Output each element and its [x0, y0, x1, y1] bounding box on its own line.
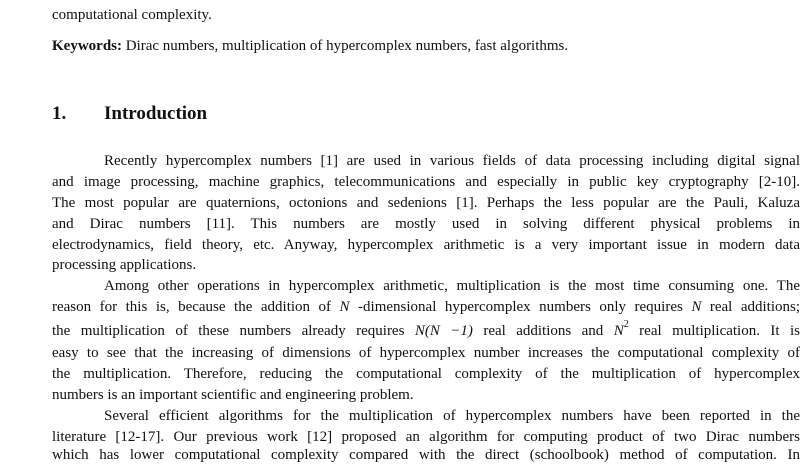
keywords-line: [52, 37, 800, 55]
paragraph-line: which has lower computational complexity compared with the direct (schoolbook) method of computation. In: [52, 447, 800, 463]
text: reason for this is, because the addition of: [52, 299, 340, 315]
paragraph-line: and image processing, machine graphics, telecommunications and especially in public key cryptography [2-10].: [52, 174, 800, 190]
text: the multiplication of these numbers already requires: [52, 323, 415, 339]
text: real additions;: [701, 299, 800, 315]
keywords-label: Keywords:: [52, 38, 122, 54]
paragraph-line: Several efficient algorithms for the multiplication of hypercomplex numbers have been reported in the: [104, 408, 800, 424]
paragraph-line: Recently hypercomplex numbers [1] are used in various fields of data processing including digital signal: [104, 153, 800, 169]
section-title: Introduction: [104, 103, 208, 124]
paragraph-line: easy to see that the increasing of dimensions of hypercomplex number increases the computational complexity of: [52, 345, 800, 361]
paragraph-line: [52, 319, 800, 340]
section-number: 1.: [52, 103, 67, 124]
math-n: N: [691, 299, 702, 315]
paragraph-line: and Dirac numbers [11]. This numbers are mostly used in solving different physical problems in: [52, 216, 800, 232]
section-heading: [52, 103, 207, 125]
paragraph-line: electrodynamics, field theory, etc. Anyway, hypercomplex arithmetic is a very important issue in modern data: [52, 237, 800, 253]
paragraph-line: [52, 298, 800, 316]
paragraph-line: processing applications.: [52, 257, 197, 273]
paragraph-line: literature [12-17]. Our previous work [12] proposed an algorithm for computing product of two Dirac numbers: [52, 429, 800, 445]
paragraph-line: Among other operations in hypercomplex arithmetic, multiplication is the most time consuming one. The: [104, 278, 800, 294]
math-expression: N(N −1): [414, 323, 473, 339]
text: real additions and: [472, 323, 614, 339]
math-n: N: [613, 323, 624, 339]
keywords-text: Dirac numbers, multiplication of hypercomplex numbers, fast algorithms.: [122, 38, 569, 54]
abstract-tail: computational complexity.: [52, 7, 212, 23]
paragraph-line: numbers is an important scientific and engineering problem.: [52, 387, 414, 403]
math-exponent: 2: [623, 319, 629, 330]
paragraph-line: The most popular are quaternions, octonions and sedenions [1]. Perhaps the less popular are the Pauli, Kaluza: [52, 195, 800, 211]
paragraph-line: the multiplication. Therefore, reducing the computational complexity of the multiplication of hypercomplex: [52, 366, 800, 382]
text: real multiplication. It is: [628, 323, 800, 339]
math-n: N: [339, 299, 350, 315]
text: -dimensional hypercomplex numbers only requires: [349, 299, 692, 315]
